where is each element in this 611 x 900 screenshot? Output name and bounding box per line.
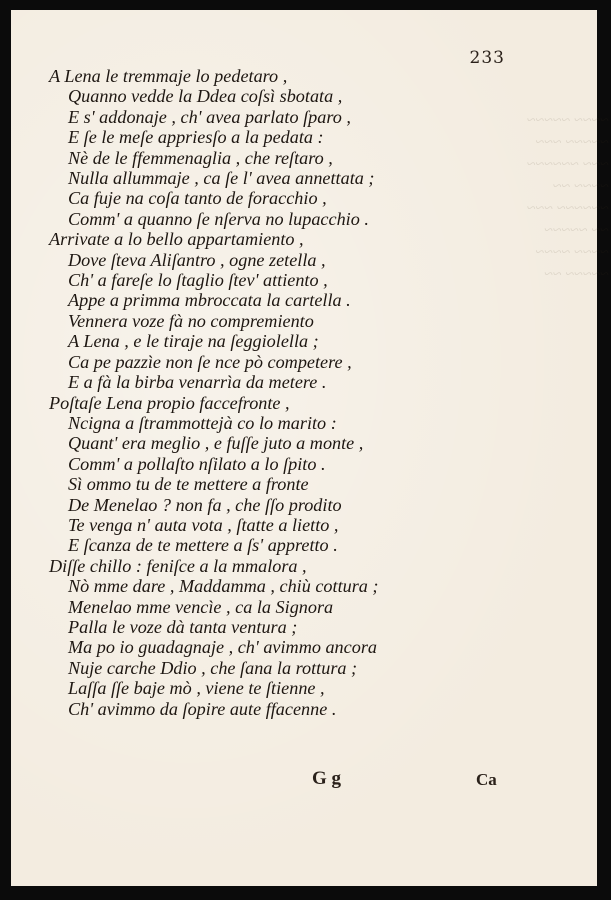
verse-line: De Menelao ? non fa , che ſſo prodito (68, 494, 342, 515)
verse-line: Vennera voze fà no compremiento (68, 310, 314, 331)
verse-line: Ca pe pazzìe non ſe nce pò competere , (68, 351, 352, 372)
verse-line: Comm' a pollaſto nſilato a lo ſpito . (68, 453, 326, 474)
stanza (49, 229, 519, 392)
verse-line: E a fà la birba venarrìa da metere . (68, 372, 327, 393)
stanza-first-line: Diſſe chillo : feniſce a la mmalora , (49, 555, 307, 576)
verse-line: Nuje carche Ddio , che ſana la rottura ; (68, 657, 358, 678)
bleed-through-texture: ~~~~ ~~~~~ ~~~~~ ~~~ ~~~ ~~~~~~ ~~~~ ~~ ~~~~~~ ~~~ ~~ ~~~~~ ~~~~ ~~~~ ~~~~~ ~~ (527, 112, 609, 283)
verse-line: Dove ſteva Aliſantro , ogne zetella , (68, 249, 326, 270)
verse-line: Menelao mme vencìe , ca la Signora (68, 596, 334, 617)
verse-line: Laſſa ſſe baje mò , viene te ſtienne , (68, 678, 325, 699)
verse-body (49, 66, 519, 719)
verse-line: A Lena , e le tiraje na ſeggiolella ; (68, 331, 319, 352)
verse-line: Ma po io guadagnaje , ch' avimmo ancora (68, 637, 377, 658)
catchword: Ca (476, 770, 497, 789)
verse-line: Ncigna a ſtrammottejà co lo marito : (68, 412, 337, 433)
verse-line: E s' addonaje , ch' avea parlato ſparo , (68, 106, 351, 127)
stanza (49, 556, 519, 719)
book-page (11, 10, 609, 886)
verse-line: Appe a primma mbroccata la cartella . (68, 290, 351, 311)
verse-line: Ch' a fareſe lo ſtaglio ſtev' attiento , (68, 270, 328, 291)
verse-line: Te venga n' auta vota , ſtatte a lietto , (68, 514, 339, 535)
stanza (49, 393, 519, 556)
verse-line: E ſe le meſe appriesſo a la pedata : (68, 127, 324, 148)
stanza-first-line: Arrivate a lo bello appartamiento , (49, 229, 304, 250)
verse-line: Nulla allummaje , ca ſe l' avea annettata ; (68, 168, 375, 189)
verse-line: Comm' a quanno ſe nſerva no lupacchio . (68, 208, 369, 229)
verse-line: Ca fuje na coſa tanto de foracchio , (68, 188, 327, 209)
signature-mark: G g (312, 768, 342, 789)
verse-line: Nè de le ffemmenaglia , che reſtaro , (68, 147, 333, 168)
verse-line: Sì ommo tu de te mettere a fronte (68, 474, 309, 495)
verse-line: Ch' avimmo da ſopire aute ffacenne . (68, 698, 337, 719)
verse-line: Quanno vedde la Ddea coſsì sbotata , (68, 86, 343, 107)
verse-line: Palla le voze dà tanta ventura ; (68, 616, 298, 637)
verse-line: Quant' era meglio , e fuſſe juto a monte , (68, 433, 364, 454)
stanza (49, 66, 519, 229)
verse-line: E ſcanza de te mettere a ſs' appretto . (68, 535, 338, 556)
stanza-first-line: Poſtaſe Lena propio faccefronte , (49, 392, 290, 413)
page-number: 233 (469, 48, 505, 68)
stanza-first-line: A Lena le tremmaje lo pedetaro , (49, 66, 288, 86)
verse-line: Nò mme dare , Maddamma , chiù cottura ; (68, 576, 379, 597)
